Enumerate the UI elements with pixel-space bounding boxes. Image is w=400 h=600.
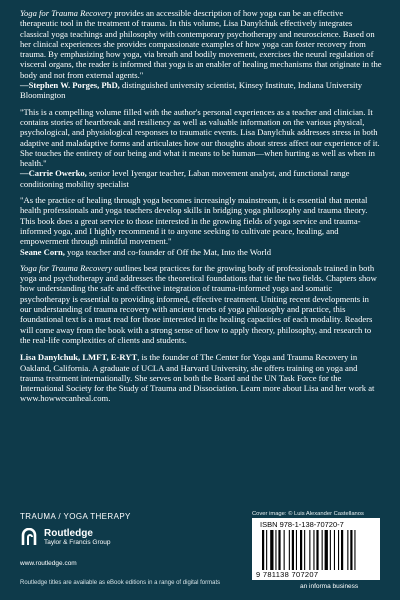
blurb-text: "This is a compelling volume filled with the author's personal experiences as a teacher and clinician. It contains stories of heartbreak and resiliency as well as valuable information on the various physical, psychological, and physiological responses to traumatic events. Lisa Danylchuk addresses stress in both adaptive and maladaptive forms and articulates how our thoughts about stress affect our experience of it. She touches the entirety of our being and what it means to be human—when hurting as well as when in health." (20, 106, 380, 169)
publisher-name: Routledge (44, 528, 93, 539)
blurb-text: "As the practice of healing through yoga becomes increasingly mainstream, it is essential that mental health professionals and yoga teachers develop skills in bridging yoga philosophy and trauma theory. This book does a great service to those interested in the growing fields of yoga service and trauma-informed yoga, and I highly recommend it to anyone seeking to cultivate peace, healing, and empowerment through mindful movement." (20, 195, 368, 247)
barcode-digits: 9 781138 707207 (256, 570, 319, 579)
blurb-text: provides an accessible description of how yoga can be an effective therapeutic tool in the treatment of trauma. In this volume, Lisa Danylchuk effectively integrates classical yoga teachings and philosophy with contemporary psychotherapy and neuroscience. Based on her clinical experiences she provides compassionate examples of how yoga can foster recovery from trauma. By emphasizing how yoga, via breath and bodily movement, exercises the neural regulation of visceral organs, the reader is informed that yoga is an enabler of healing mechanisms that originate in the body and not from external agents." (20, 8, 382, 80)
blurb-owerko (20, 107, 382, 189)
attr-role: distinguished university scientist, Kinsey Institute, Indiana University Bloomington (20, 80, 363, 101)
publisher-logo (20, 528, 110, 548)
attr-role: senior level Iyengar teacher, Laban movement analyst, and functional range conditioning mobility specialist (20, 168, 350, 189)
author-bio (20, 352, 382, 403)
description-title: Yoga for Trauma Recovery (20, 262, 113, 273)
attr-role: yoga teacher and co-founder of Off the Mat, Into the World (64, 246, 272, 257)
publisher-group: Taylor & Francis Group (44, 539, 111, 546)
attr-name: —Stephen W. Porges, PhD, (20, 80, 120, 91)
blurb-book-title: Yoga for Trauma Recovery (20, 8, 113, 18)
barcode-panel (252, 518, 380, 580)
informa-tagline: an informa business (300, 583, 359, 590)
subject-category: TRAUMA / YOGA THERAPY (20, 512, 131, 521)
isbn: ISBN 978-1-138-70720-7 (260, 520, 344, 529)
cover-credit: Cover image: © Luis Alexander Castellanos (252, 511, 364, 517)
back-cover-text (20, 8, 382, 404)
author-name: Lisa Danylchuk, LMFT, E-RYT (20, 352, 138, 363)
attr-name: —Carrie Owerko, (20, 168, 87, 179)
blurb-corn (20, 195, 382, 257)
author-bio-text: , is the founder of The Center for Yoga and Trauma Recovery in Oakland, California. A graduate of UCLA and Harvard University, she offers training on yoga and trauma treatment internationally. She serves on both the Board and the UN Task Force for the International Society for the Study of Trauma and Dissociation. Learn more about Lisa and her work at www.howwecanheal.com. (20, 352, 375, 404)
publisher-website: www.routledge.com (20, 560, 77, 567)
barcode-icon (260, 530, 372, 570)
description-text: outlines best practices for the growing body of professionals trained in both yoga and psychotherapy and addresses the theoretical foundations that tie the two fields. Chapters show how understanding the safe and effective integration of trauma-informed yoga and somatic psychotherapy is essential to providing informed, effective treatment. Uniting recent developments in our understanding of trauma recovery with ancient tenets of yoga philosophy and practice, this foundational text is a must read for those interested in the healing capacities of each modality. Readers will come away from the book with a strong sense of how to apply theory, philosophy, and research to the real-life complexities of clients and students. (20, 262, 377, 345)
book-description (20, 263, 382, 345)
blurb-porges (20, 8, 382, 101)
attr-name: Seane Corn, (20, 246, 65, 257)
ebook-note: Routledge titles are available as eBook editions in a range of digital formats (20, 580, 221, 586)
routledge-logo-icon (20, 528, 40, 548)
